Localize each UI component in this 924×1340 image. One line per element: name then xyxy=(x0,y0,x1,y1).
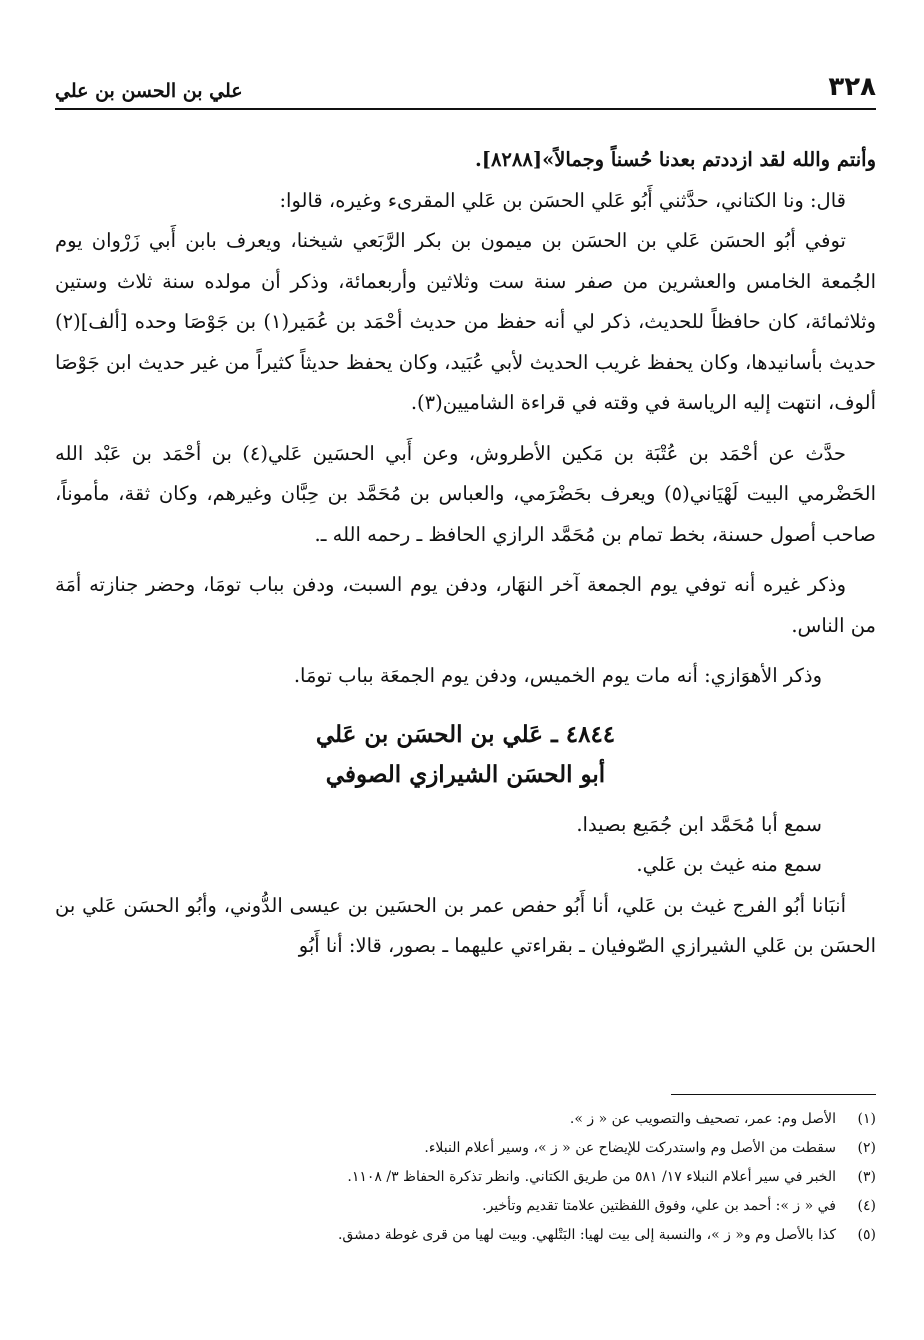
entry-paragraph-isnad: أنبَانا أبُو الفرج غيث بن عَلي، أنا أَبُو حفص عمر بن الحسَين بن عيسى الدُّوني، وأبُو الحسَن عَلي بن الحسَن بن عَلي الشيرازي الصّوفيان ـ بقراءتي عليهما ـ بصور، قالا: أنا أَبُو xyxy=(55,893,876,957)
footnote-text: كذا بالأصل وم و« ز »، والنسبة إلى بيت لهيا: البَتْلهي. وبيت لهيا من قرى غوطة دمشق. xyxy=(337,1227,836,1243)
entry-paragraph-heard-from: سمع منه غيث بن عَلي. xyxy=(636,853,822,876)
footnote-text: الخبر في سير أعلام النبلاء ١٧/ ٥٨١ من طريق الكتاني. وانظر تذكرة الحفاظ ٣/ ١١٠٨. xyxy=(347,1169,836,1185)
paragraph-narration: قال: ونا الكتاني، حدَّثني أَبُو عَلي الحسَن بن عَلي المقرىء وغيره، قالوا: xyxy=(279,188,846,212)
footnote-item xyxy=(55,1134,876,1163)
footnote-number: (٥) xyxy=(857,1227,876,1243)
page-body xyxy=(55,140,876,967)
footnotes xyxy=(55,1094,876,1250)
paragraph-teachers: حدَّث عن أحْمَد بن عُتْبَة بن مَكين الأطروش، وعن أَبي الحسَين عَلي(٤) بن أحْمَد بن عَبْد الله الحَضْرمي البيت لَهْيَاني(٥) ويعرف بحَضْرَمي، والعباس بن مُحَمَّد بن حِبَّان وغيرهم، وكان ثقة، مأموناً، صاحب أصول حسنة، بخط تمام بن مُحَمَّد الرازي الحافظ ـ رحمه الله ـ. xyxy=(55,441,877,546)
footnote-item xyxy=(55,1105,876,1134)
paragraph-death-report: توفي أبُو الحسَن عَلي بن الحسَن بن ميمون بن بكر الرَّبَعي شيخنا، ويعرف بابن أَبي زَرْوان يوم الجُمعة الخامس والعشرين من صفر سنة ست وثلاثين وأربعمائة، وذكر أن مولده سنة ثلاث وستين وثلاثمائة، كان حافظاً للحديث، ذكر لي أنه حفظ من حديث أحْمَد بن عُمَير(١) بن جَوْصَا وحده [ألف](٢) حديث بأسانيدها، وكان يحفظ غريب الحديث لأبي عُبَيد، وكان يحفظ حديثاً كثيراً من غير حديث ابن جَوْصَا ألوف، انتهت إليه الرياسة في وقته في قراءة الشاميين(٣). xyxy=(55,229,876,414)
page-number: ٣٢٨ xyxy=(828,72,876,102)
footnote-item xyxy=(55,1192,876,1221)
entry-paragraph-heard: سمع أبا مُحَمَّد ابن جُمَيع بصيدا. xyxy=(576,812,822,836)
page-header xyxy=(55,74,876,110)
paragraph-ahwazi: وذكر الأهوَازي: أنه مات يوم الخميس، ودفن يوم الجمعَة بباب تومَا. xyxy=(293,664,822,687)
paragraph-quote-end: وأنتم والله لقد ازددتم بعدنا حُسناً وجمالاً»[٨٢٨٨]. xyxy=(474,148,876,171)
entry-title: ٤٨٤٤ ـ عَلي بن الحسَن بن عَلي xyxy=(315,720,616,748)
running-head: علي بن الحسن بن علي xyxy=(55,80,243,102)
footnote-number: (١) xyxy=(857,1111,876,1127)
entry-subtitle: أبو الحسَن الشيرازي الصوفي xyxy=(325,760,606,788)
footnote-item xyxy=(55,1221,876,1250)
footnote-number: (٢) xyxy=(857,1140,876,1156)
footnote-divider xyxy=(671,1094,876,1095)
footnote-item xyxy=(55,1163,876,1192)
footnote-number: (٣) xyxy=(857,1169,876,1185)
footnote-number: (٤) xyxy=(857,1198,876,1214)
footnote-text: سقطت من الأصل وم واستدركت للإيضاح عن « ز »، وسير أعلام النبلاء. xyxy=(424,1140,836,1156)
footnote-text: الأصل وم: عمر، تصحيف والتصويب عن « ز ». xyxy=(569,1111,836,1127)
footnote-text: في « ز »: أحمد بن علي، وفوق اللفظتين علامتا تقديم وتأخير. xyxy=(482,1198,836,1214)
paragraph-burial: وذكر غيره أنه توفي يوم الجمعة آخر النهَار، ودفن يوم السبت، ودفن بباب تومَا، وحضر جنازته أمَة من الناس. xyxy=(55,573,876,637)
